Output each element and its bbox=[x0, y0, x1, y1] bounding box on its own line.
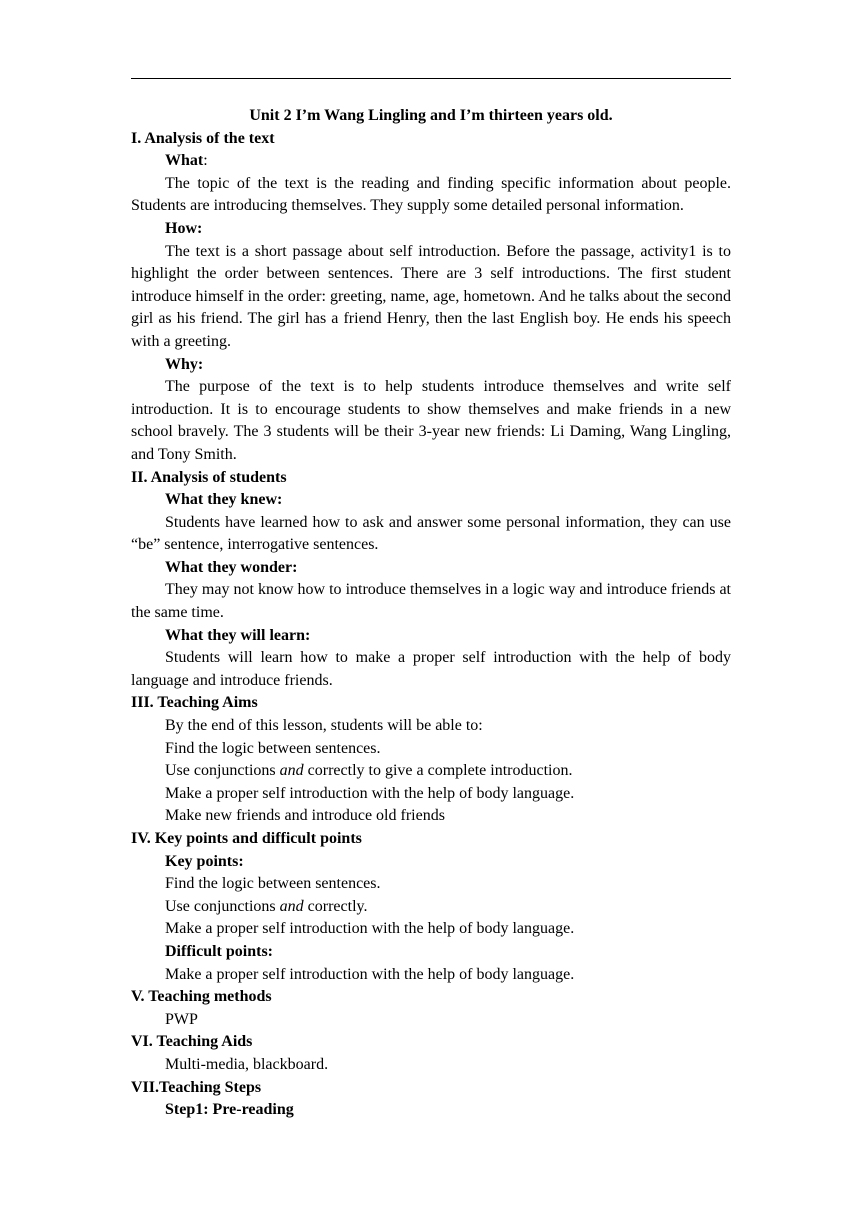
wonder-label: What they wonder: bbox=[165, 558, 298, 576]
section-heading-methods: V. Teaching methods bbox=[131, 988, 272, 1006]
aim-text: correctly to give a complete introduction. bbox=[303, 762, 573, 780]
section-heading-steps: VII.Teaching Steps bbox=[131, 1078, 262, 1096]
header-rule bbox=[131, 78, 731, 79]
key-text: correctly. bbox=[303, 897, 368, 915]
aims-intro: By the end of this lesson, students will be able to: bbox=[165, 717, 483, 735]
why-label: Why: bbox=[165, 355, 204, 373]
what-label: What bbox=[165, 152, 204, 170]
aids-text: Multi-media, blackboard. bbox=[165, 1055, 329, 1073]
key-emphasis: and bbox=[279, 897, 304, 915]
section-heading-analysis-text: I. Analysis of the text bbox=[131, 129, 275, 147]
what-colon: : bbox=[203, 152, 208, 170]
aim-text: Use conjunctions bbox=[165, 762, 280, 780]
key-point-item: Make a proper self introduction with the help of body language. bbox=[165, 920, 575, 938]
section-heading-key-points: IV. Key points and difficult points bbox=[131, 830, 362, 847]
how-label: How: bbox=[165, 219, 203, 237]
step1-label: Step1: Pre-reading bbox=[165, 1101, 294, 1119]
section-heading-aids: VI. Teaching Aids bbox=[131, 1033, 253, 1051]
section-heading-teaching-aims: III. Teaching Aims bbox=[131, 694, 258, 712]
aim-item: Find the logic between sentences. bbox=[165, 739, 381, 757]
difficult-points-label: Difficult points: bbox=[165, 942, 273, 960]
document-title: Unit 2 I’m Wang Lingling and I’m thirteen years old. bbox=[249, 107, 613, 124]
aim-item bbox=[131, 760, 731, 783]
key-point-item: Find the logic between sentences. bbox=[165, 875, 381, 893]
section-heading-analysis-students: II. Analysis of students bbox=[131, 468, 287, 486]
why-paragraph: The purpose of the text is to help students introduce themselves and write self introduction. It is to encourage students to show themselves and make friends in a new school bravely. The 3 students will be their 3-year new friends: Li Daming, Wang Lingling, and Tony Smith. bbox=[131, 378, 731, 463]
key-point-item bbox=[131, 896, 731, 919]
difficult-point-item: Make a proper self introduction with the help of body language. bbox=[165, 965, 575, 983]
methods-text: PWP bbox=[165, 1010, 198, 1028]
aim-emphasis: and bbox=[279, 762, 304, 780]
how-paragraph: The text is a short passage about self introduction. Before the passage, activity1 is to highlight the order between sentences. There are 3 self introductions. The first student introduce himself in the order: greeting, name, age, hometown. And he talks about the second girl as his friend. The girl has a friend Henry, then the last English boy. He ends his speech with a greeting. bbox=[131, 242, 731, 350]
document-body bbox=[131, 105, 731, 1122]
what-paragraph: The topic of the text is the reading and finding specific information about people. Students are introducing themselves. They supply some detailed personal information. bbox=[131, 174, 731, 215]
learn-paragraph: Students will learn how to make a proper self introduction with the help of body language and introduce friends. bbox=[131, 649, 731, 689]
knew-paragraph: Students have learned how to ask and answer some personal information, they can use “be” sentence, interrogative sentences. bbox=[131, 513, 731, 554]
knew-label: What they knew: bbox=[165, 491, 283, 509]
wonder-paragraph: They may not know how to introduce themselves in a logic way and introduce friends at the same time. bbox=[131, 581, 731, 622]
key-points-label: Key points: bbox=[165, 852, 244, 870]
aim-item: Make new friends and introduce old friends bbox=[165, 807, 445, 825]
aim-item: Make a proper self introduction with the help of body language. bbox=[165, 784, 575, 802]
key-text: Use conjunctions bbox=[165, 897, 280, 915]
learn-label: What they will learn: bbox=[165, 626, 311, 644]
what-label-line bbox=[131, 150, 731, 173]
